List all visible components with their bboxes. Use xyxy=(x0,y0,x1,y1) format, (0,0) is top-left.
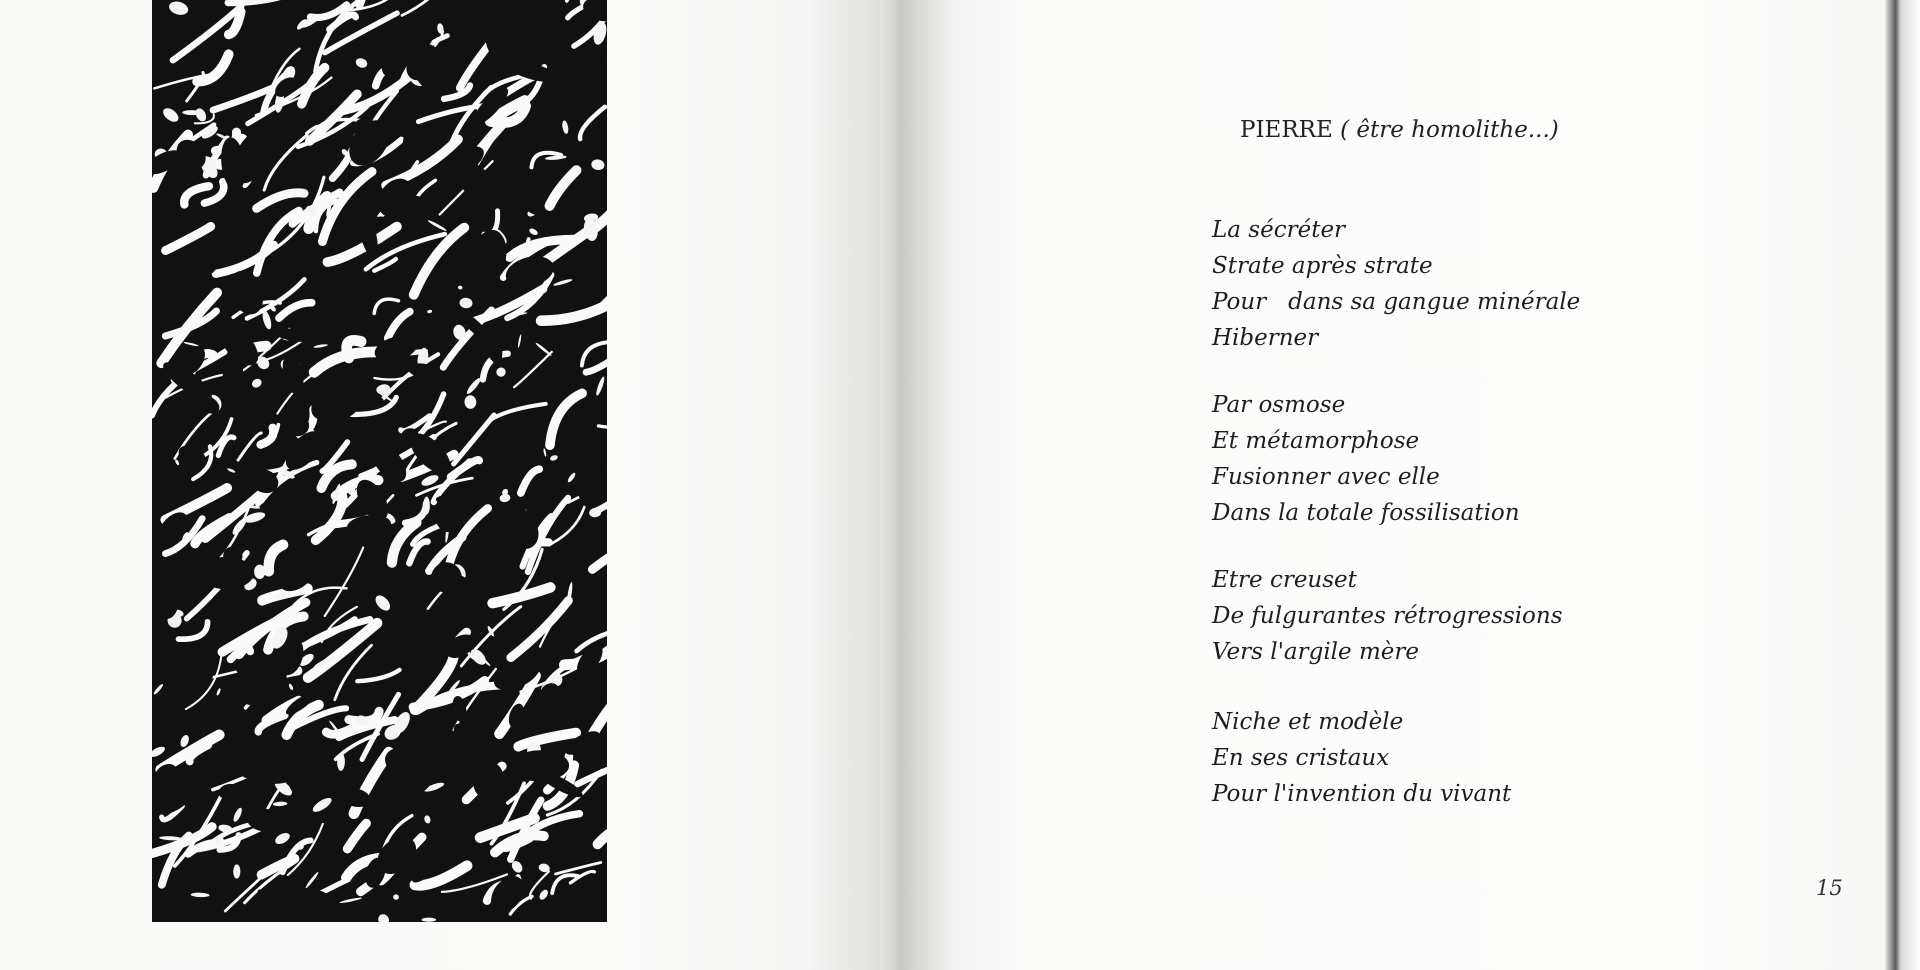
print-blob xyxy=(423,800,461,857)
verse-line: Hiberner xyxy=(1212,325,1319,351)
print-blob xyxy=(199,557,254,589)
verse-line: Par osmose xyxy=(1212,392,1346,418)
verse-line: Et métamorphose xyxy=(1212,428,1420,454)
print-blotch xyxy=(423,497,430,515)
print-blotch xyxy=(288,683,294,691)
print-streak xyxy=(578,754,608,784)
print-blob xyxy=(275,327,330,344)
print-blotch xyxy=(517,334,522,348)
book-gutter xyxy=(880,0,950,970)
print-blotch xyxy=(273,801,288,806)
print-blotch xyxy=(495,366,507,378)
print-streak xyxy=(592,546,607,570)
print-streak xyxy=(598,830,607,844)
print-streak xyxy=(532,153,562,168)
verse-line: Niche et modèle xyxy=(1212,709,1404,735)
print-blotch xyxy=(465,376,482,395)
print-blotch xyxy=(313,343,328,348)
print-blotch xyxy=(376,912,391,922)
print-streak xyxy=(600,248,607,306)
print-streak xyxy=(550,393,582,445)
print-streak xyxy=(550,170,577,206)
poem-title-subtitle: ( être homolithe...) xyxy=(1340,117,1559,143)
left-page xyxy=(0,0,900,970)
print-blotch xyxy=(233,864,240,878)
print-streak xyxy=(514,352,552,387)
print-blob xyxy=(513,32,542,62)
print-blotch xyxy=(528,227,539,236)
print-blob xyxy=(504,57,562,86)
print-streak xyxy=(228,0,305,3)
verse-line: Etre creuset xyxy=(1212,567,1357,593)
print-blotch xyxy=(458,285,463,290)
print-blob xyxy=(401,129,415,155)
print-blotch xyxy=(159,836,183,841)
print-blotch xyxy=(538,888,550,901)
print-streak xyxy=(166,226,211,250)
print-blob xyxy=(187,862,214,887)
print-blob xyxy=(482,4,520,64)
page-number: 15 xyxy=(1816,876,1843,900)
print-blotch xyxy=(373,593,393,614)
print-blotch xyxy=(535,342,552,357)
print-streak xyxy=(552,875,578,893)
print-blotch xyxy=(250,377,263,389)
print-blotch xyxy=(153,683,164,695)
print-blob xyxy=(387,607,426,668)
print-blob xyxy=(489,651,545,696)
print-blotch xyxy=(422,918,437,922)
print-blotch xyxy=(393,894,399,900)
print-blob xyxy=(152,705,184,747)
print-blotch xyxy=(167,0,189,17)
print-streak xyxy=(388,312,410,339)
print-blotch xyxy=(191,892,210,897)
print-blotch xyxy=(354,57,368,70)
print-streak xyxy=(521,469,539,493)
print-blob xyxy=(152,272,176,308)
print-blob xyxy=(508,188,548,221)
verse-line: Strate après strate xyxy=(1212,253,1433,279)
print-streak xyxy=(264,135,307,190)
print-blotch xyxy=(590,158,605,171)
stanza-3 xyxy=(1212,562,1563,670)
abstract-print-svg xyxy=(152,0,607,922)
print-streak xyxy=(261,428,274,445)
print-streak xyxy=(489,404,545,421)
print-blotch xyxy=(427,309,433,314)
poem-title xyxy=(1240,117,1559,143)
print-blob xyxy=(582,56,607,95)
print-blotch xyxy=(183,341,199,347)
print-blob xyxy=(407,361,438,380)
verse-line: La sécréter xyxy=(1212,217,1346,243)
print-blotch xyxy=(232,807,244,823)
print-blotch xyxy=(311,795,334,814)
print-streak xyxy=(454,415,494,464)
print-blotch xyxy=(305,871,320,889)
print-blob xyxy=(464,226,513,292)
print-blob xyxy=(372,331,421,366)
print-blotch xyxy=(595,376,606,396)
print-blob xyxy=(444,8,466,44)
verse-line: Pour dans sa gangue minérale xyxy=(1212,289,1581,315)
print-streak xyxy=(357,670,399,681)
print-blotch xyxy=(174,459,180,466)
print-streak xyxy=(541,296,607,321)
print-blob xyxy=(234,755,297,787)
poem-title-main: PIERRE xyxy=(1240,117,1333,143)
print-blotch xyxy=(152,745,166,759)
print-blotch xyxy=(567,472,577,484)
stanza-4 xyxy=(1212,704,1511,812)
verse-line: Dans la totale fossilisation xyxy=(1212,500,1520,526)
print-blotch xyxy=(339,897,362,904)
print-blob xyxy=(361,563,388,591)
page-edge xyxy=(1885,0,1920,970)
print-streak xyxy=(179,622,208,639)
print-blotch xyxy=(427,219,447,232)
print-blotch xyxy=(464,395,476,409)
print-blob xyxy=(175,441,210,472)
verse-line: Vers l'argile mère xyxy=(1212,639,1419,665)
print-streak xyxy=(592,670,608,736)
verse-line: De fulgurantes rétrogressions xyxy=(1212,603,1563,629)
print-blotch xyxy=(543,448,547,457)
print-blob xyxy=(279,352,307,397)
stanza-1 xyxy=(1212,212,1580,356)
print-blotch xyxy=(549,454,558,461)
print-blotch xyxy=(227,468,236,474)
stanza-2 xyxy=(1212,387,1520,531)
print-blotch xyxy=(553,278,573,287)
print-blotch xyxy=(499,493,511,503)
print-streak xyxy=(518,733,576,747)
print-blotch xyxy=(459,297,473,308)
print-streak xyxy=(374,299,398,313)
print-streak xyxy=(257,193,305,209)
print-blob xyxy=(576,467,607,506)
print-streak xyxy=(325,13,397,52)
print-streak xyxy=(325,548,364,617)
verse-line: En ses cristaux xyxy=(1212,745,1390,771)
print-streak xyxy=(598,419,607,427)
print-blotch xyxy=(561,120,569,134)
print-streak xyxy=(216,245,274,274)
print-blotch xyxy=(216,688,222,696)
verse-line: Fusionner avec elle xyxy=(1212,464,1440,490)
print-blotch xyxy=(179,734,191,748)
abstract-print-illustration xyxy=(152,0,607,922)
print-blotch xyxy=(273,831,291,847)
print-blotch xyxy=(161,105,181,124)
print-streak xyxy=(580,107,605,139)
print-blob xyxy=(282,490,324,518)
print-streak xyxy=(347,823,366,849)
print-streak xyxy=(279,303,312,318)
verse-line: Pour l'invention du vivant xyxy=(1212,781,1512,807)
